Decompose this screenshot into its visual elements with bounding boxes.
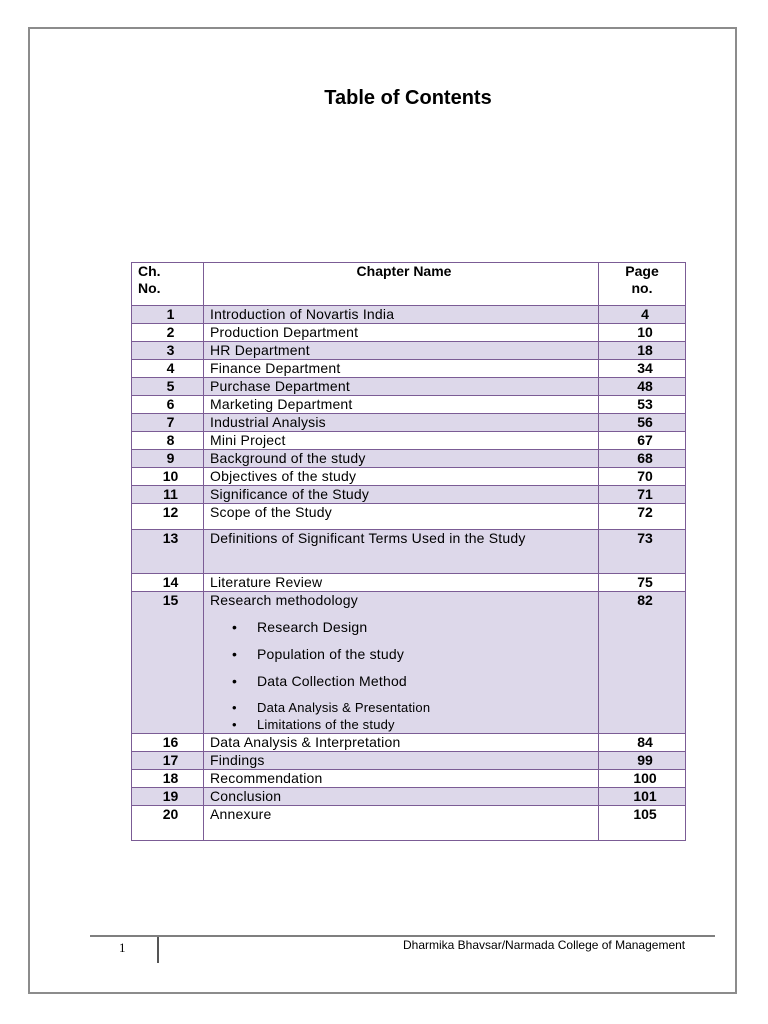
table-row bbox=[132, 378, 686, 396]
chapter-name-text: Marketing Department bbox=[210, 396, 353, 412]
chapter-name-text: Objectives of the study bbox=[210, 468, 357, 484]
page-number: 73 bbox=[599, 530, 686, 574]
bullet-item: • Data Collection Method bbox=[257, 668, 598, 695]
chapter-number: 8 bbox=[132, 432, 204, 450]
page-number: 18 bbox=[599, 342, 686, 360]
footer-author: Dharmika Bhavsar/Narmada College of Management bbox=[403, 938, 686, 952]
page-number: 71 bbox=[599, 486, 686, 504]
chapter-number: 15 bbox=[132, 592, 204, 734]
chapter-name-text: Annexure bbox=[210, 806, 272, 822]
chapter-name bbox=[204, 486, 599, 504]
page-number: 82 bbox=[599, 592, 686, 734]
chapter-name bbox=[204, 432, 599, 450]
bullet-item: • Population of the study bbox=[257, 641, 598, 668]
page-number: 101 bbox=[599, 788, 686, 806]
chapter-number: 7 bbox=[132, 414, 204, 432]
chapter-number: 5 bbox=[132, 378, 204, 396]
page-number: 4 bbox=[599, 306, 686, 324]
chapter-name-text: Data Analysis & Interpretation bbox=[210, 734, 401, 750]
chapter-number: 3 bbox=[132, 342, 204, 360]
table-row bbox=[132, 770, 686, 788]
chapter-name bbox=[204, 806, 599, 841]
chapter-name bbox=[204, 324, 599, 342]
chapter-name bbox=[204, 788, 599, 806]
chapter-number: 9 bbox=[132, 450, 204, 468]
table-row bbox=[132, 306, 686, 324]
chapter-number: 20 bbox=[132, 806, 204, 841]
chapter-name-text: Recommendation bbox=[210, 770, 323, 786]
chapter-name-text: Significance of the Study bbox=[210, 486, 370, 502]
header-chapter-name: Chapter Name bbox=[204, 263, 599, 306]
chapter-name-text: Background of the study bbox=[210, 450, 366, 466]
chapter-number: 11 bbox=[132, 486, 204, 504]
table-row bbox=[132, 592, 686, 734]
page-number: 75 bbox=[599, 574, 686, 592]
chapter-name bbox=[204, 592, 599, 734]
page-number: 105 bbox=[599, 806, 686, 841]
toc-body bbox=[132, 306, 686, 841]
table-row bbox=[132, 486, 686, 504]
footer-separator bbox=[157, 937, 159, 963]
chapter-number: 19 bbox=[132, 788, 204, 806]
chapter-name bbox=[204, 752, 599, 770]
page-number: 84 bbox=[599, 734, 686, 752]
chapter-number: 14 bbox=[132, 574, 204, 592]
chapter-name-text: Industrial Analysis bbox=[210, 414, 326, 430]
bullet-item: • Limitations of the study bbox=[257, 716, 598, 733]
table-row bbox=[132, 574, 686, 592]
table-row bbox=[132, 360, 686, 378]
table-row bbox=[132, 788, 686, 806]
page-number: 53 bbox=[599, 396, 686, 414]
table-row bbox=[132, 734, 686, 752]
chapter-number: 17 bbox=[132, 752, 204, 770]
chapter-name-text: Scope of the Study bbox=[210, 504, 332, 520]
table-row bbox=[132, 414, 686, 432]
table-row bbox=[132, 432, 686, 450]
chapter-name-text: Definitions of Significant Terms Used in the Study bbox=[210, 530, 526, 546]
toc-table bbox=[131, 262, 686, 841]
chapter-name bbox=[204, 360, 599, 378]
chapter-name-text: HR Department bbox=[210, 342, 310, 358]
table-row bbox=[132, 504, 686, 530]
bullet-item: • Research Design bbox=[257, 614, 598, 641]
page-number: 99 bbox=[599, 752, 686, 770]
page-number: 10 bbox=[599, 324, 686, 342]
chapter-name-text: Finance Department bbox=[210, 360, 341, 376]
chapter-name-text: Findings bbox=[210, 752, 265, 768]
chapter-name bbox=[204, 342, 599, 360]
chapter-name-text: Purchase Department bbox=[210, 378, 350, 394]
page-number: 48 bbox=[599, 378, 686, 396]
table-row bbox=[132, 324, 686, 342]
chapter-name-text: Research methodology bbox=[210, 592, 358, 608]
footer-page-number: 1 bbox=[119, 940, 126, 955]
page-number: 34 bbox=[599, 360, 686, 378]
chapter-name bbox=[204, 468, 599, 486]
table-header-row bbox=[132, 263, 686, 306]
chapter-name bbox=[204, 414, 599, 432]
table-row bbox=[132, 530, 686, 574]
chapter-name-text: Conclusion bbox=[210, 788, 282, 804]
chapter-name bbox=[204, 450, 599, 468]
chapter-name bbox=[204, 306, 599, 324]
chapter-number: 16 bbox=[132, 734, 204, 752]
chapter-number: 10 bbox=[132, 468, 204, 486]
page-number: 70 bbox=[599, 468, 686, 486]
footer-rule bbox=[90, 935, 715, 937]
chapter-number: 4 bbox=[132, 360, 204, 378]
chapter-name bbox=[204, 770, 599, 788]
page-number: 56 bbox=[599, 414, 686, 432]
chapter-name-text: Literature Review bbox=[210, 574, 323, 590]
chapter-number: 13 bbox=[132, 530, 204, 574]
chapter-number: 18 bbox=[132, 770, 204, 788]
chapter-name-text: Introduction of Novartis India bbox=[210, 306, 395, 322]
chapter-name bbox=[204, 574, 599, 592]
page-title: Table of Contents bbox=[324, 87, 492, 109]
chapter-number: 12 bbox=[132, 504, 204, 530]
chapter-number: 2 bbox=[132, 324, 204, 342]
table-row bbox=[132, 752, 686, 770]
methodology-bullets bbox=[210, 614, 598, 733]
chapter-name bbox=[204, 734, 599, 752]
table-row bbox=[132, 342, 686, 360]
chapter-name bbox=[204, 396, 599, 414]
table-row bbox=[132, 450, 686, 468]
chapter-name bbox=[204, 504, 599, 530]
page-number: 68 bbox=[599, 450, 686, 468]
bullet-item: • Data Analysis & Presentation bbox=[257, 699, 598, 716]
chapter-number: 6 bbox=[132, 396, 204, 414]
page-number: 67 bbox=[599, 432, 686, 450]
chapter-name bbox=[204, 530, 599, 574]
page-number: 72 bbox=[599, 504, 686, 530]
header-page-no: Page no. bbox=[599, 263, 686, 306]
chapter-name-text: Production Department bbox=[210, 324, 359, 340]
table-row bbox=[132, 468, 686, 486]
chapter-name bbox=[204, 378, 599, 396]
chapter-number: 1 bbox=[132, 306, 204, 324]
table-row bbox=[132, 806, 686, 841]
page-number: 100 bbox=[599, 770, 686, 788]
chapter-name-text: Mini Project bbox=[210, 432, 286, 448]
header-chapter-no: Ch. No. bbox=[132, 263, 204, 306]
table-row bbox=[132, 396, 686, 414]
